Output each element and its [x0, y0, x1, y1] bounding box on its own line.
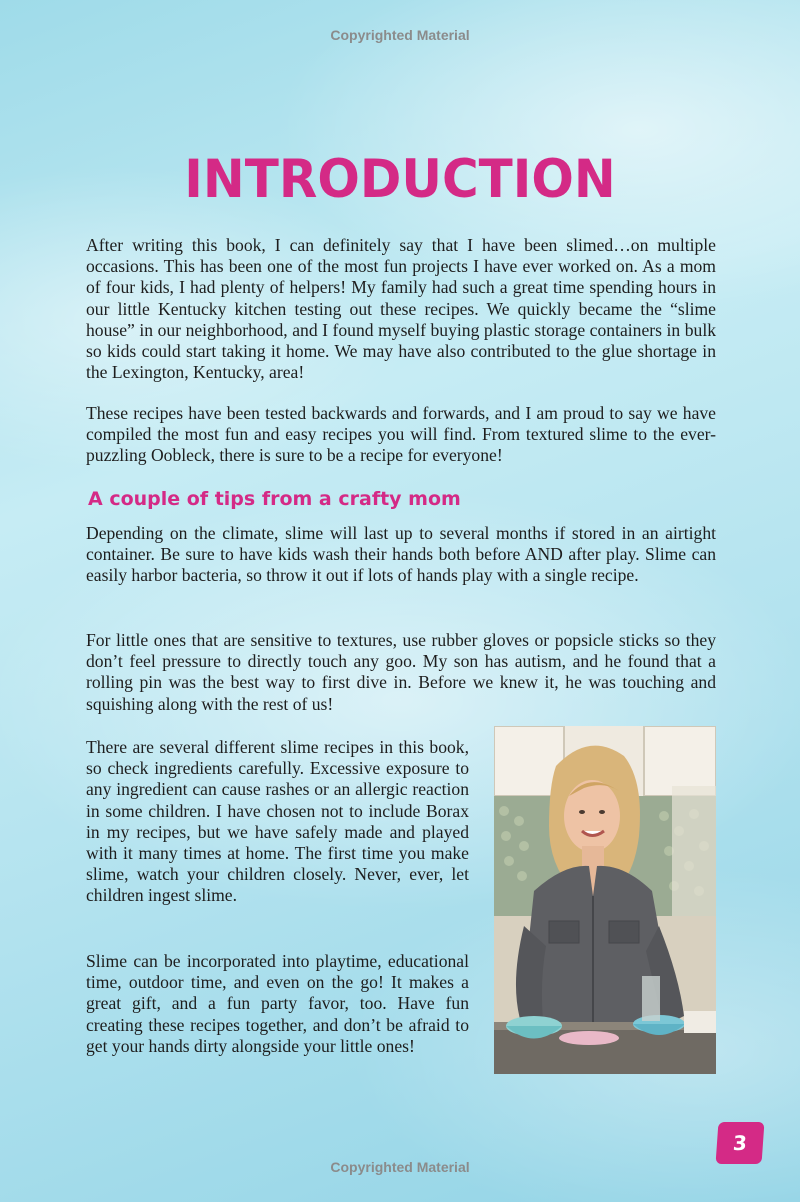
- section-subheading: A couple of tips from a crafty mom: [88, 488, 461, 510]
- watermark-bottom: Copyrighted Material: [330, 1159, 470, 1175]
- tips-paragraph-3: There are several different slime recipes in this book, so check ingredients carefully. Excessive exposure to any ingredient can cause rashes or an allergic reaction in some children. I have chosen not to include Borax in my recipes, but we have safely made and played with it many times at home. The first time you make slime, watch your children closely. Never, ever, let children ingest slime.: [86, 737, 469, 906]
- tips-paragraph-4: Slime can be incorporated into playtime, educational time, outdoor time, and even on the go! It makes a great gift, and a fun party favor, too. Have fun creating these recipes together, and don’t be afraid to get your hands dirty alongside your little ones!: [86, 951, 469, 1056]
- page-title: INTRODUCTION: [184, 148, 616, 210]
- tips-paragraph-2: For little ones that are sensitive to textures, use rubber gloves or popsicle sticks so they don’t feel pressure to directly touch any goo. My son has autism, and he found that a rolling pin was the best way to first dive in. Before we knew it, he was touching and squishing along with the rest of us!: [86, 630, 716, 714]
- intro-paragraph-2: These recipes have been tested backwards and forwards, and I am proud to say we have compiled the most fun and easy recipes you will find. From textured slime to the ever-puzzling Oobleck, there is sure to be a recipe for everyone!: [86, 403, 716, 466]
- author-photo: [494, 726, 716, 1074]
- watermark-top: Copyrighted Material: [330, 27, 470, 43]
- tips-paragraph-1: Depending on the climate, slime will last up to several months if stored in an airtight container. Be sure to have kids wash their hands both before AND after play. Slime can easily harbor bacteria, so throw it out if lots of hands play with a single recipe.: [86, 523, 716, 586]
- page-number: 3: [732, 1131, 748, 1155]
- page-number-badge: [716, 1122, 765, 1164]
- intro-paragraph-1: After writing this book, I can definitely say that I have been slimed…on multiple occasions. This has been one of the most fun projects I have ever worked on. As a mom of four kids, I had plenty of helpers! My family had such a great time spending hours in our little Kentucky kitchen testing out these recipes. We quickly became the “slime house” in our neighborhood, and I found myself buying plastic storage containers in bulk so kids could start taking it home. We may have also contributed to the glue shortage in the Lexington, Kentucky, area!: [86, 235, 716, 383]
